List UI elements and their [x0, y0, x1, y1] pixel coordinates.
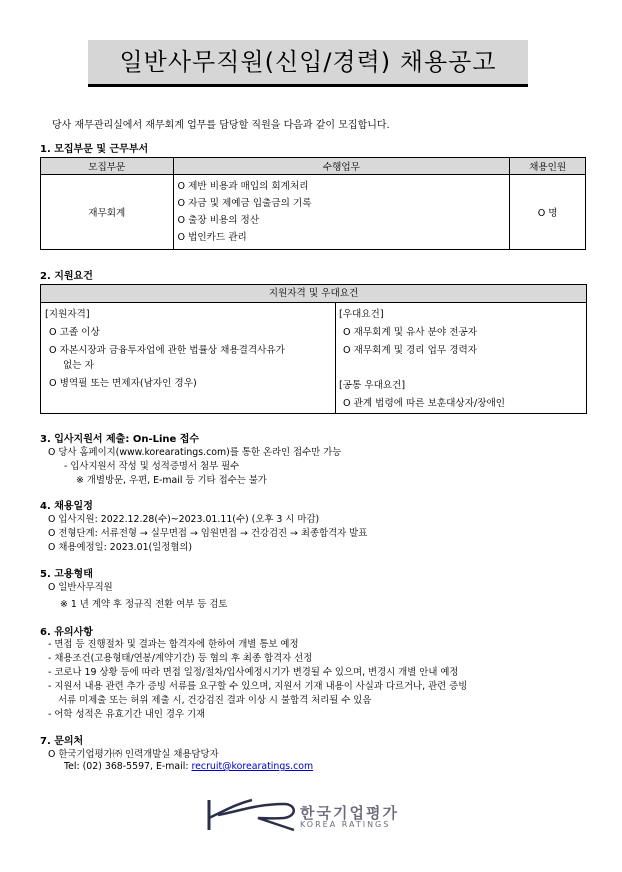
apply-text: )를 통한 온라인 접수만 가능 — [226, 447, 342, 458]
qual-item: O 병역필 또는 면제자(남자인 경우) — [49, 378, 197, 389]
header-headcount: 채용인원 — [510, 158, 586, 175]
qual-title: [지원자격] — [45, 309, 90, 320]
requirements-box — [40, 284, 587, 414]
notice-line: - 지원서 내용 관련 추가 증빙 서류를 요구할 수 있으며, 지원서 기재 내용이 사실과 다르거나, 관련 증빙 — [48, 681, 468, 692]
duty-item: O 자금 및 제예금 입출금의 기록 — [177, 198, 312, 209]
schedule-line: O 채용예정일: 2023.01(일정협의) — [48, 542, 193, 553]
schedule-line: O 전형단계: 서류전형 → 실무면접 → 임원면접 → 건강검진 → 최종합격자 발표 — [48, 528, 368, 539]
notice-line: - 어학 성적은 유효기간 내인 경우 기재 — [48, 709, 206, 720]
contact-tel — [64, 761, 313, 772]
logo-name-en: KOREA RATINGS — [300, 820, 391, 829]
section7-heading: 7. 문의처 — [40, 736, 84, 747]
column-divider — [335, 303, 336, 413]
header-duties: 수행업무 — [173, 158, 510, 175]
headcount-cell: O 명 — [510, 175, 586, 250]
notice-line: 서류 미제출 또는 허위 제출 시, 건강검진 결과 이상 시 불합격 처리될 수 있음 — [58, 695, 372, 706]
duty-item: O 출장 비용의 정산 — [177, 215, 260, 226]
section3-heading: 3. 입사지원서 제출: On-Line 접수 — [40, 434, 200, 445]
apply-line — [48, 444, 341, 458]
logo-name-ko: 한국기업평가 — [300, 804, 399, 822]
pref-item: O 재무회계 및 경리 업무 경력자 — [343, 345, 478, 356]
section4-heading: 4. 채용일정 — [40, 501, 93, 512]
notice-line: - 코로나 19 상황 등에 따라 면접 일정/절차/입사예정시기가 변경될 수 있으며, 변경시 개별 안내 예정 — [48, 667, 459, 678]
duty-item: O 법인카드 관리 — [177, 232, 247, 243]
tel-text: Tel: (02) 368-5597, E-mail: — [64, 761, 192, 772]
section1-heading: 1. 모집부문 및 근무부서 — [40, 144, 149, 155]
apply-note: - 입사지원서 작성 및 성적증명서 첨부 필수 — [64, 461, 240, 472]
pref-title: [우대요건] — [339, 309, 384, 320]
dept-cell: 재무회계 — [41, 175, 174, 250]
apply-text: O 당사 홈페이지( — [48, 447, 120, 458]
duty-item: O 제반 비용과 매입의 회계처리 — [177, 181, 309, 192]
duties-cell — [173, 175, 510, 250]
common-pref-title: [공통 우대요건] — [339, 380, 406, 391]
section6-heading: 6. 유의사항 — [40, 627, 93, 638]
contact-line: O 한국기업평가㈜ 인력개발실 채용담당자 — [48, 749, 219, 760]
pref-item: O 재무회계 및 유사 분야 전공자 — [343, 327, 478, 338]
notice-line: - 채용조건(고용형태/연봉/계약기간) 등 협의 후 최종 합격자 선정 — [48, 653, 313, 664]
homepage-url[interactable]: www.korearatings.com — [119, 447, 227, 458]
email-link[interactable]: recruit@korearatings.com — [191, 761, 314, 772]
recruit-table — [40, 157, 586, 250]
qual-item: 없는 자 — [63, 360, 94, 371]
qual-item: O 자본시장과 금융투자업에 관한 법률상 채용결격사유가 — [49, 345, 285, 356]
apply-note: ※ 개별방문, 우편, E-mail 등 기타 접수는 불가 — [76, 475, 267, 486]
header-dept: 모집부문 — [41, 158, 174, 175]
common-pref-item: O 관계 법령에 따른 보훈대상자/장애인 — [343, 398, 505, 409]
page-title: 일반사무직원(신입/경력) 채용공고 — [88, 40, 528, 87]
employment-line: O 일반사무직원 — [48, 582, 113, 593]
section5-heading: 5. 고용형태 — [40, 569, 93, 580]
notice-line: - 면접 등 진행절차 및 결과는 합격자에 한하여 개별 통보 예정 — [48, 639, 299, 650]
employment-note: ※ 1 년 계약 후 정규직 전환 여부 등 검토 — [60, 599, 228, 610]
schedule-line: O 입사지원: 2022.12.28(수)~2023.01.11(수) (오후 3 시 마감) — [48, 514, 320, 525]
requirements-header: 지원자격 및 우대요건 — [41, 285, 586, 303]
intro-text: 당사 재무관리실에서 재무회계 업무를 담당할 직원을 다음과 같이 모집합니다. — [52, 120, 390, 131]
qual-item: O 고졸 이상 — [49, 327, 100, 338]
section2-heading: 2. 지원요건 — [40, 271, 93, 282]
